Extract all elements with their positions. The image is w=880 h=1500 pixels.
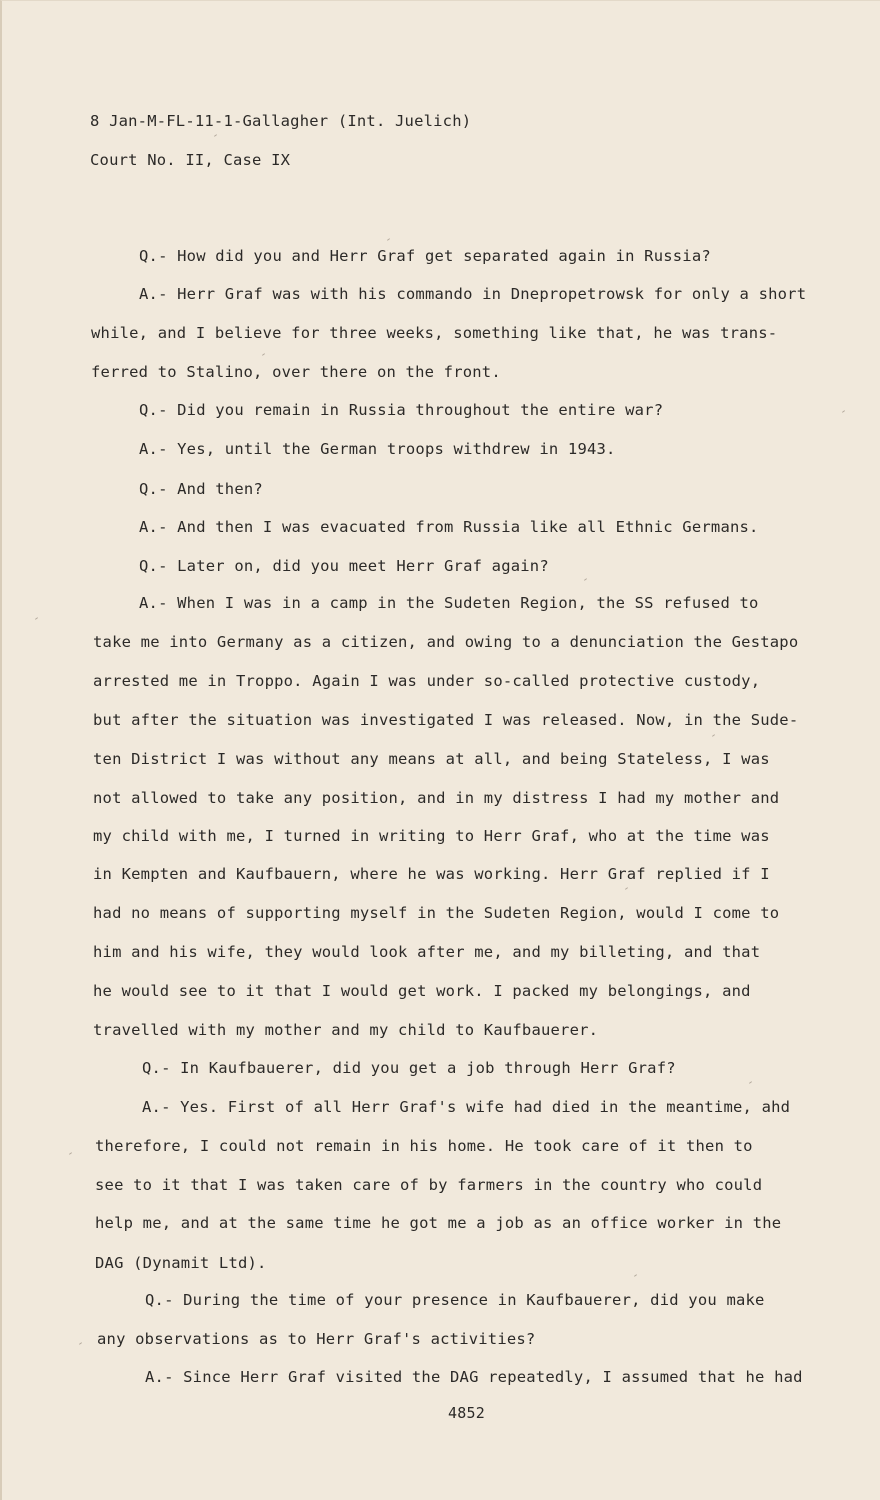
paper-speck <box>634 1274 637 1277</box>
answer-line: had no means of supporting myself in the Sudeten Region, would I come to <box>93 904 780 922</box>
answer-line: while, and I believe for three weeks, something like that, he was trans- <box>91 324 778 342</box>
answer-line: ferred to Stalino, over there on the front. <box>91 363 501 381</box>
answer-line: see to it that I was taken care of by farmers in the country who could <box>95 1176 763 1194</box>
page-number: 4852 <box>448 1404 485 1422</box>
paper-speck <box>749 1081 752 1084</box>
answer-line: but after the situation was investigated I was released. Now, in the Sude- <box>93 711 799 729</box>
answer-line: ten District I was without any means at all, and being Stateless, I was <box>93 750 770 768</box>
paper-speck <box>625 887 628 890</box>
answer-line: A.- When I was in a camp in the Sudeten Region, the SS refused to <box>139 594 759 612</box>
answer-line: A.- And then I was evacuated from Russia like all Ethnic Germans. <box>139 518 759 536</box>
answer-line: A.- Herr Graf was with his commando in Dnepropetrowsk for only a short <box>139 285 807 303</box>
header-reference: 8 Jan-M-FL-11-1-Gallagher (Int. Juelich) <box>90 112 472 130</box>
answer-line: take me into Germany as a citizen, and owing to a denunciation the Gestapo <box>93 633 799 651</box>
answer-line: A.- Yes, until the German troops withdrew in 1943. <box>139 440 616 458</box>
question-line: Q.- How did you and Herr Graf get separated again in Russia? <box>139 247 711 265</box>
paper-speck <box>262 353 265 356</box>
paper-speck <box>69 1152 72 1155</box>
answer-line: him and his wife, they would look after me, and my billeting, and that <box>93 943 761 961</box>
question-line: Q.- And then? <box>139 480 263 498</box>
answer-line: my child with me, I turned in writing to Herr Graf, who at the time was <box>93 827 770 845</box>
paper-speck <box>79 1342 82 1345</box>
paper-speck <box>712 734 715 737</box>
question-line: any observations as to Herr Graf's activities? <box>97 1330 536 1348</box>
answer-line: A.- Yes. First of all Herr Graf's wife had died in the meantime, ahd <box>142 1098 791 1116</box>
question-line: Q.- Did you remain in Russia throughout the entire war? <box>139 401 664 419</box>
answer-line: in Kempten and Kaufbauern, where he was working. Herr Graf replied if I <box>93 865 770 883</box>
paper-speck <box>584 578 587 581</box>
answer-line: arrested me in Troppo. Again I was under so-called protective custody, <box>93 672 761 690</box>
paper-speck <box>842 410 845 413</box>
answer-line: travelled with my mother and my child to Kaufbauerer. <box>93 1021 599 1039</box>
header-court: Court No. II, Case IX <box>90 151 291 169</box>
answer-line: he would see to it that I would get work. I packed my belongings, and <box>93 982 751 1000</box>
paper-speck <box>35 617 38 620</box>
paper-speck <box>214 134 217 137</box>
paper-speck <box>387 238 390 241</box>
answer-line: DAG (Dynamit Ltd). <box>95 1254 267 1272</box>
answer-line: not allowed to take any position, and in my distress I had my mother and <box>93 789 780 807</box>
question-line: Q.- In Kaufbauerer, did you get a job through Herr Graf? <box>142 1059 676 1077</box>
answer-line: therefore, I could not remain in his home. He took care of it then to <box>95 1137 753 1155</box>
question-line: Q.- During the time of your presence in Kaufbauerer, did you make <box>145 1291 765 1309</box>
answer-line: A.- Since Herr Graf visited the DAG repeatedly, I assumed that he had <box>145 1368 803 1386</box>
question-line: Q.- Later on, did you meet Herr Graf again? <box>139 557 549 575</box>
answer-line: help me, and at the same time he got me a job as an office worker in the <box>95 1214 782 1232</box>
